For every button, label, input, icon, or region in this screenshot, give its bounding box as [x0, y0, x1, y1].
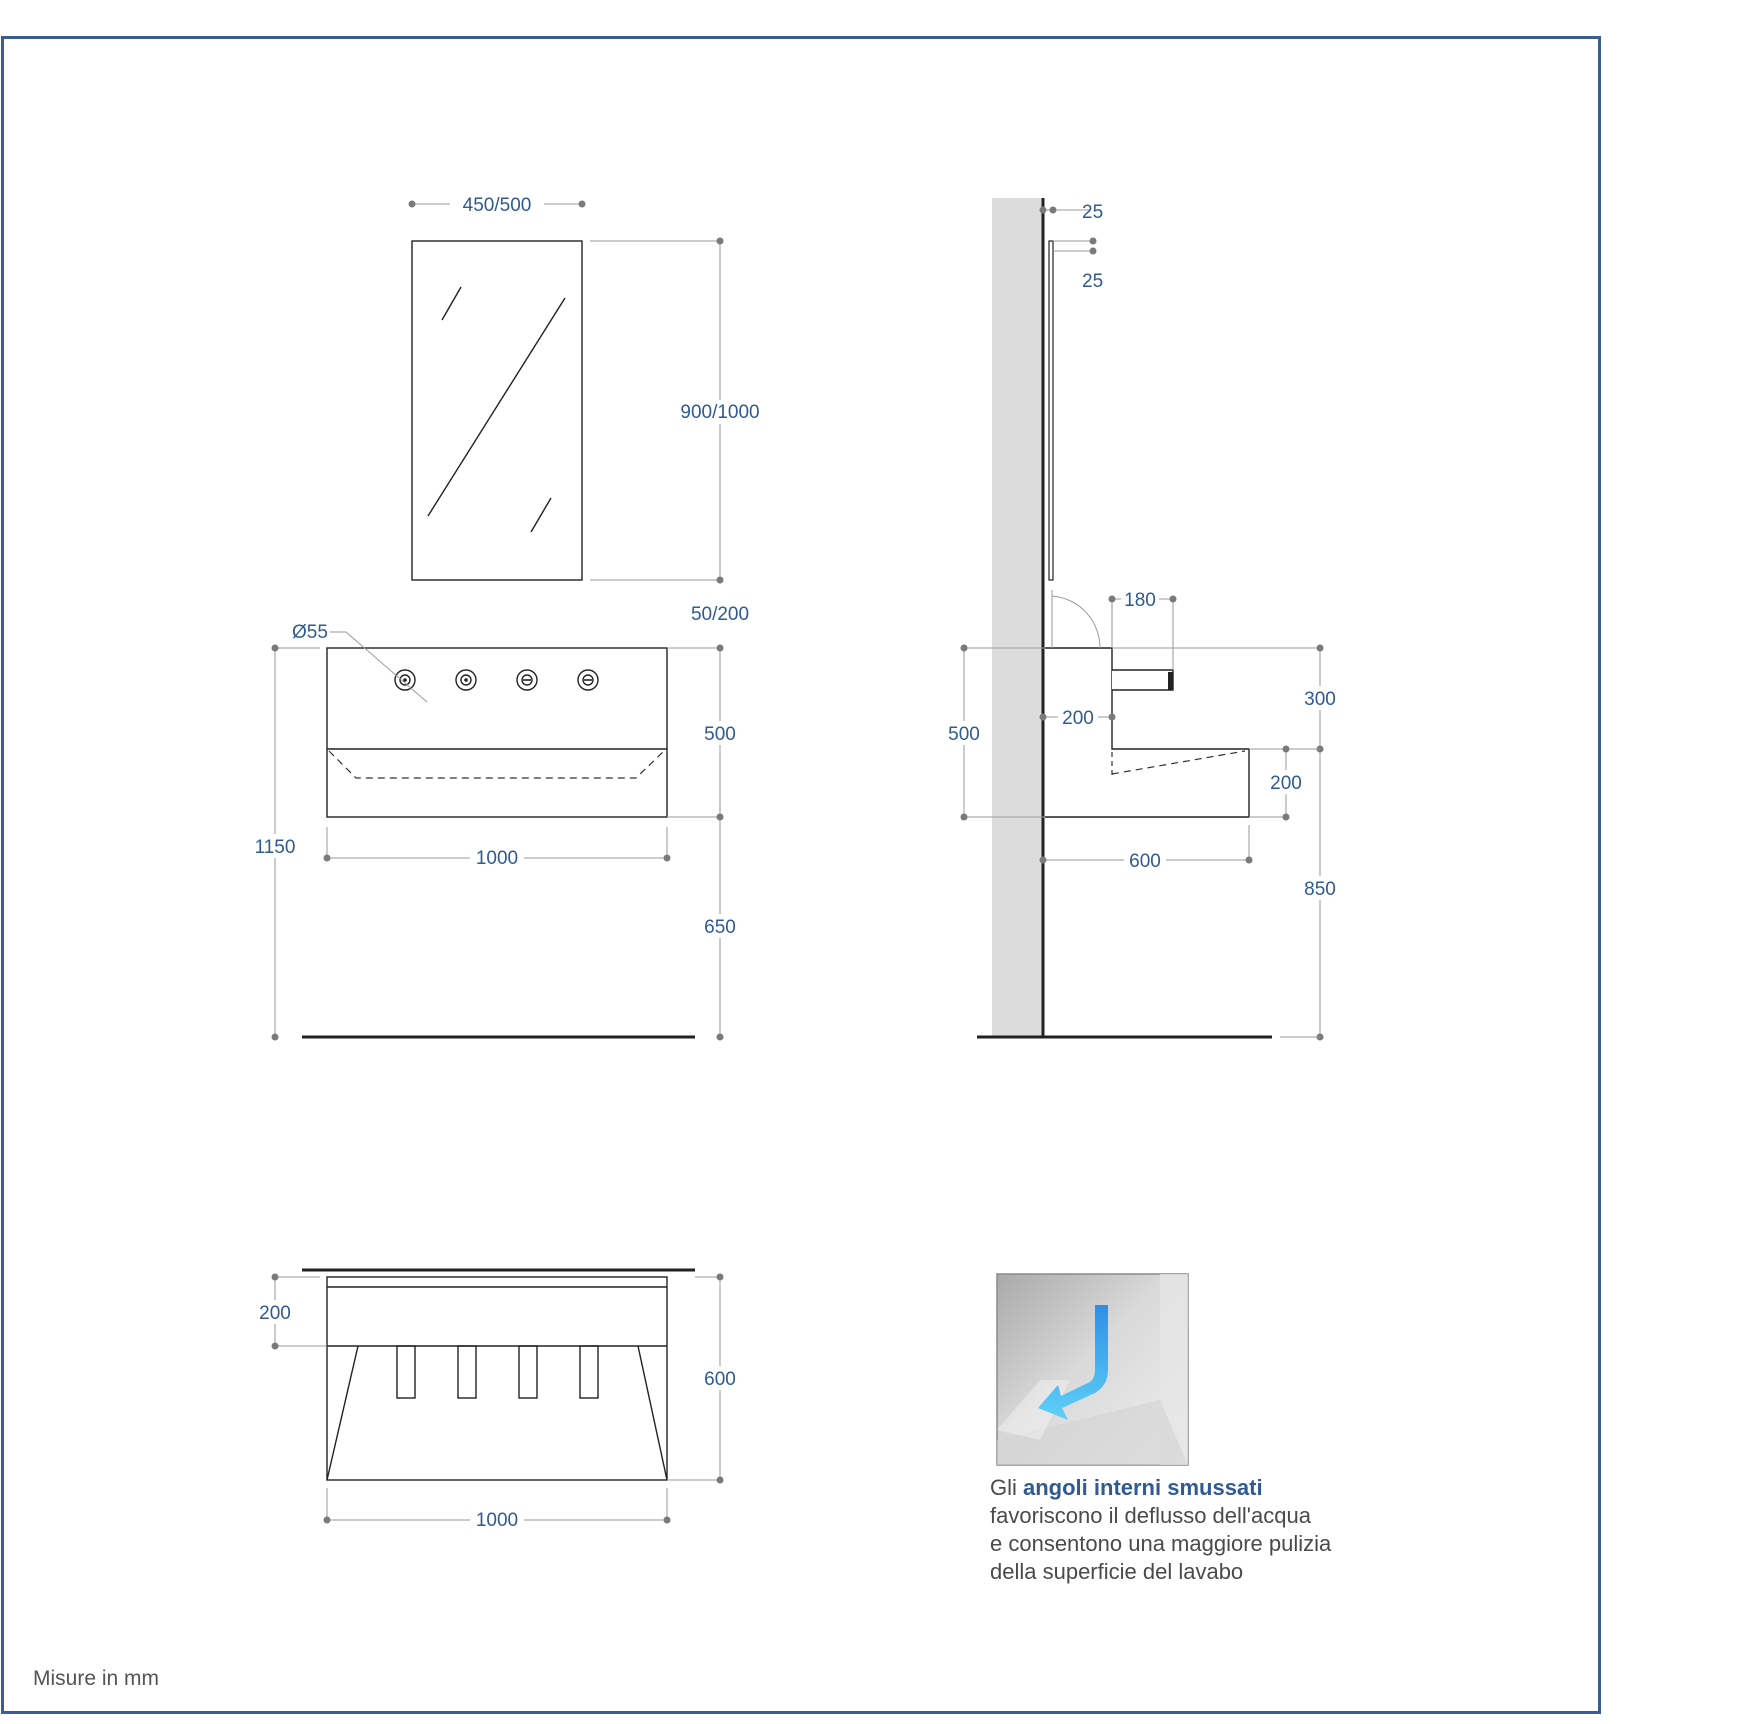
tap-hole: [456, 670, 476, 690]
dim-mirror-width: 450/500: [462, 195, 532, 216]
basin-bowl-hidden-line: [329, 751, 664, 778]
tap-hole: [395, 670, 415, 690]
dim-total-height: 1150: [254, 837, 296, 858]
dim-bowl-depth: 200: [1270, 773, 1302, 794]
top-view: [254, 1270, 742, 1532]
dim-floor-to-rim: 850: [1304, 879, 1336, 900]
wall: [992, 198, 1043, 1038]
dim-mirror-basin-gap: 50/200: [690, 604, 750, 625]
dim-top-width: 1000: [475, 1510, 519, 1531]
side-view: [942, 198, 1342, 1041]
tap-spout: [1112, 670, 1173, 690]
dim-basin-width: 1000: [475, 848, 519, 869]
dim-floor-to-basin: 650: [704, 917, 736, 938]
dim-mirror-height: 900/1000: [680, 402, 760, 423]
caption-line: e consentono una maggiore pulizia: [990, 1531, 1332, 1556]
chamfered-corner-illustration: [997, 1274, 1188, 1465]
tap-top: [458, 1346, 476, 1398]
dim-top-back-depth: 200: [259, 1303, 291, 1324]
feature-caption: [990, 1474, 1410, 1586]
caption-line: favoriscono il deflusso dell'acqua: [990, 1503, 1311, 1528]
tap-top: [580, 1346, 598, 1398]
front-view: [250, 192, 768, 1041]
basin-top: [327, 1277, 667, 1480]
mirror-reflection-line: [428, 298, 565, 516]
tap-top: [397, 1346, 415, 1398]
dim-basin-depth: 600: [1129, 851, 1161, 872]
dim-mirror-offset: 25: [1082, 271, 1104, 292]
mirror-reflection-line: [531, 498, 551, 532]
basin-front: [327, 648, 667, 817]
mirror-reflection-line: [442, 287, 461, 320]
tap-hole: [517, 670, 537, 690]
mirror: [412, 241, 582, 580]
dim-tap-height: 300: [1304, 689, 1336, 710]
dim-tap-depth: 200: [1062, 708, 1094, 729]
dim-top-depth: 600: [704, 1369, 736, 1390]
units-note: Misure in mm: [33, 1667, 160, 1690]
caption-line: della superficie del lavabo: [990, 1559, 1244, 1584]
tap-top: [519, 1346, 537, 1398]
dim-tap-projection: 180: [1124, 590, 1156, 611]
dim-basin-height: 500: [704, 724, 736, 745]
mirror-side: [1049, 241, 1053, 580]
tap-hole: [578, 670, 598, 690]
dim-hole-diameter: Ø55: [292, 622, 328, 643]
caption-prefix: Gli: [990, 1475, 1023, 1500]
dim-side-basin-height: 500: [948, 724, 980, 745]
dim-mirror-thickness: 25: [1082, 202, 1104, 223]
caption-highlight: angoli interni smussati: [1023, 1475, 1263, 1500]
